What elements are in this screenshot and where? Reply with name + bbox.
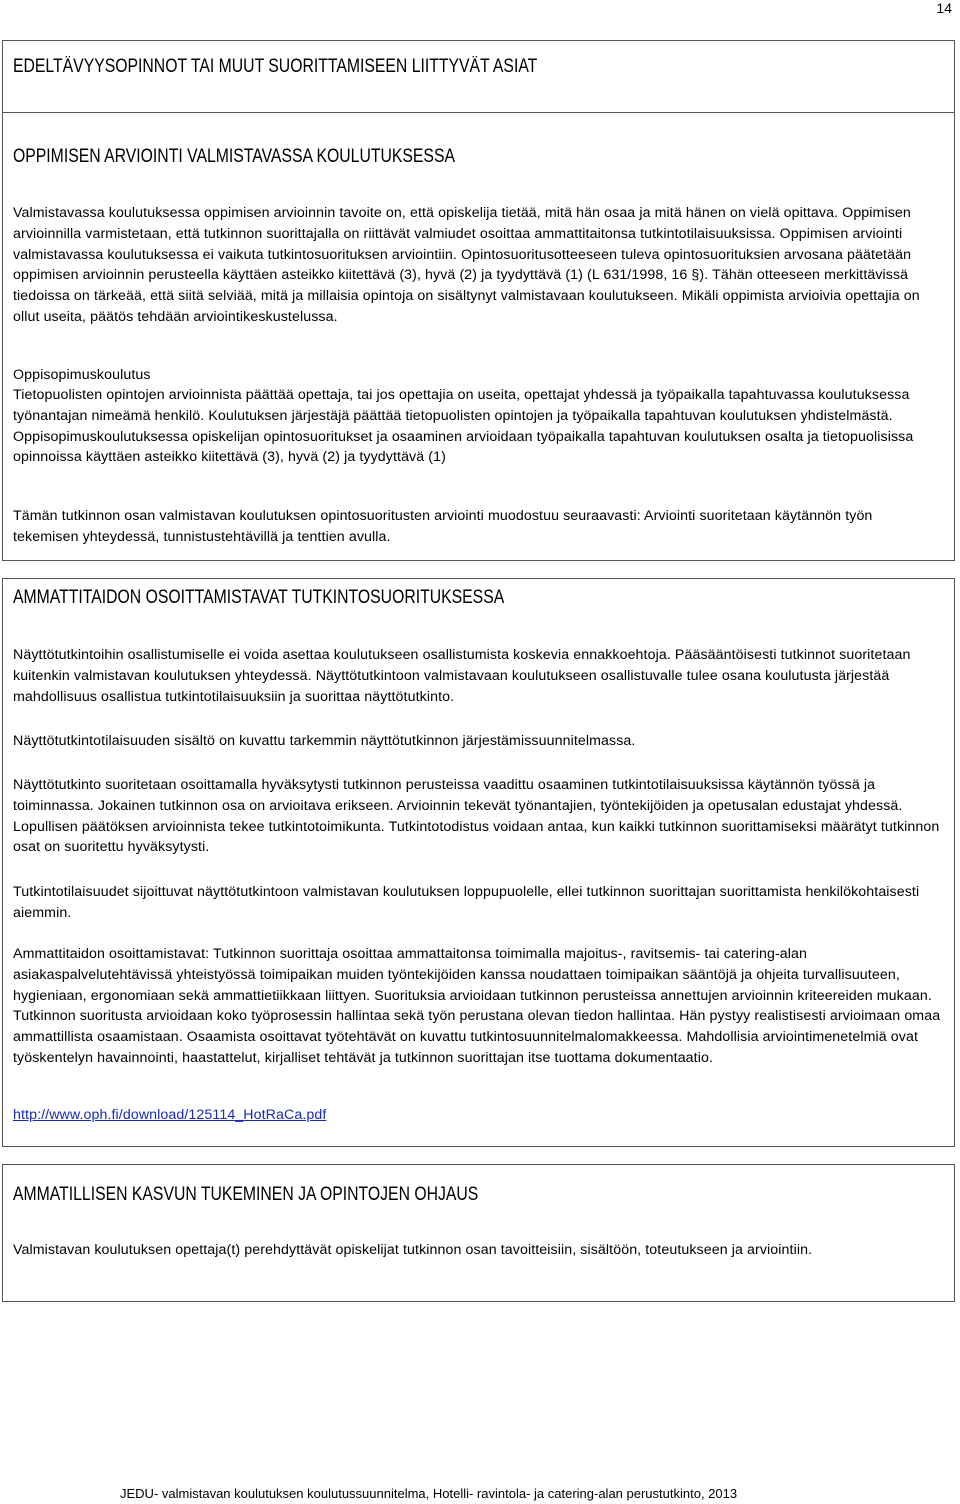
paragraph-assessment-method: Tämän tutkinnon osan valmistavan koulutuksen opintosuoritusten arviointi muodostuu seuraavasti: Arviointi suoritetaan käytännön työn tekemisen yhteydessä, tunnistustehtävillä ja tenttien avulla. bbox=[13, 508, 873, 545]
section-title-guidance: AMMATILLISEN KASVUN TUKEMINEN JA OPINTOJEN OHJAUS bbox=[13, 1184, 479, 1205]
page-footer: JEDU- valmistavan koulutuksen koulutussuunnitelma, Hotelli- ravintola- ja catering-alan perustutkinto, 2013 bbox=[120, 1486, 738, 1501]
paragraph-apprenticeship: Tietopuolisten opintojen arvioinnista päättää opettaja, tai jos opettajia on useita, opettajat yhdessä ja työpaikalla tapahtuvassa koulutuksessa työnantajan nimeämä henkilö. Koulutuksen järjestäjä päättää tietopuolisten opintojen ja työpaikalla tapahtuvan koulutuksen yhdistelmästä. Oppisopimuskoulutuksessa opiskelijan opintosuoritukset ja osaaminen arvioidaan työpaikalla tapahtuvan koulutuksen osalta ja tietopuolisissa opinnoissa käyttäen asteikko kiitettävä (3), hyvä (2) ja tyydyttävä (1) bbox=[13, 387, 914, 466]
paragraph-demonstration-content: Näyttötutkintotilaisuuden sisältö on kuvattu tarkemmin näyttötutkinnon järjestämissuunnitelmassa. bbox=[13, 733, 636, 749]
paragraph-assessment: Valmistavassa koulutuksessa oppimisen arvioinnin tavoite on, että opiskelija tietää, mitä hän osaa ja mitä hänen on vielä opittava. Oppimisen arvioinnilla varmistetaan, että tutkinnon suorittajalla on riittävät valmiudet osoittaa ammattitaitonsa tutkintotilaisuuksissa. Oppimisen arviointi valmistavassa koulutuksessa ei vaikuta tutkintosuorituksen arviointiin. Opintosuoritusotteeseen tuleva opintosuorituksien arvosana päätetään oppimisen arvioinnin perusteella käyttäen asteikko kiitettävä (3), hyvä (2) ja tyydyttävä (1) (L 631/1998, 16 §). Tähän otteeseen merkittävissä tiedoissa on tärkeää, että siitä selviää, mitä ja millaisia opintoja on sisältynyt valmistavaan koulutukseen. Mikäli oppimista arvioivia opettajia on ollut useita, päätös tehdään arviointikeskustelussa. bbox=[13, 205, 920, 325]
paragraph-demonstration-process: Näyttötutkinto suoritetaan osoittamalla hyväksytysti tutkinnon perusteissa vaadittu osaaminen tutkintotilaisuuksissa käytännön työssä ja toiminnassa. Jokainen tutkinnon osa on arvioitava erikseen. Arvioinnin tekevät työnantajien, työntekijöiden ja opetusalan edustajat yhdessä. Lopullisen päätöksen arvioinnista tekee tutkintotoimikunta. Tutkintotodistus voidaan antaa, kun kaikki tutkinnon suorittamiseksi määrätyt tutkinnon osat on suoritettu hyväksytysti. bbox=[13, 777, 940, 856]
oph-document-link[interactable]: http://www.oph.fi/download/125114_HotRaCa.pdf bbox=[13, 1107, 327, 1123]
page-number: 14 bbox=[936, 0, 952, 16]
section-subtitle-assessment: OPPIMISEN ARVIOINTI VALMISTAVASSA KOULUTUKSESSA bbox=[13, 146, 455, 167]
section-title-prerequisites: EDELTÄVYYSOPINNOT TAI MUUT SUORITTAMISEEN LIITTYVÄT ASIAT bbox=[13, 56, 538, 77]
paragraph-guidance: Valmistavan koulutuksen opettaja(t) perehdyttävät opiskelijat tutkinnon osan tavoitteisiin, sisältöön, toteutukseen ja arviointiin. bbox=[13, 1242, 813, 1258]
paragraph-demonstration-methods: Ammattitaidon osoittamistavat: Tutkinnon suorittaja osoittaa ammattaitonsa toimimalla majoitus-, ravitsemis- tai catering-alan asiakaspalvelutehtävissä yhteistyössä toimipaikan muiden työntekijöiden kanssa noudattaen toimipaikan sääntöjä ja ohjeita turvallisuuteen, hygieniaan, ergonomiaan sekä ammattietiikkaan liittyen. Suorituksia arvioidaan tutkinnon perusteissa annettujen arvioinnin kriteereiden mukaan. Tutkinnon suoritusta arvioidaan koko työprosessin hallintaa sekä työn perustana olevan tiedon hallintaa. Hän pystyy realistisesti arvioimaan omaa ammattillista osaamistaan. Osaamista osoittavat työtehtävät on kuvattu tutkintosuunnitelmalomakkeessa. Mahdollisia arviointimenetelmiä ovat työskentelyn havainnointi, haastattelut, kirjalliset tehtävät ja tutkinnon suorittajan itse tuottama dokumentaatio. bbox=[13, 946, 941, 1066]
paragraph-entry-requirements: Näyttötutkintoihin osallistumiselle ei voida asettaa koulutukseen osallistumista koskevia ennakkoehtoja. Pääsääntöisesti tutkinnot suoritetaan kuitenkin valmistavan koulutuksen yhteydessä. Näyttötutkintoon valmistavaan koulutukseen osallistuvalle tulee osana koulutusta järjestää mahdollisuus osallistua tutkintotilaisuuksiin ja suorittaa näyttötutkinto. bbox=[13, 647, 911, 705]
section-divider bbox=[2, 112, 955, 113]
paragraph-apprenticeship-title: Oppisopimuskoulutus bbox=[13, 367, 151, 383]
section-title-demonstration: AMMATTITAIDON OSOITTAMISTAVAT TUTKINTOSUORITUKSESSA bbox=[13, 587, 505, 608]
paragraph-demonstration-timing: Tutkintotilaisuudet sijoittuvat näyttötutkintoon valmistavan koulutuksen loppupuolelle, ellei tutkinnon suorittajan suorittamista henkilökohtaisesti aiemmin. bbox=[13, 884, 920, 921]
link-row bbox=[13, 1105, 941, 1126]
